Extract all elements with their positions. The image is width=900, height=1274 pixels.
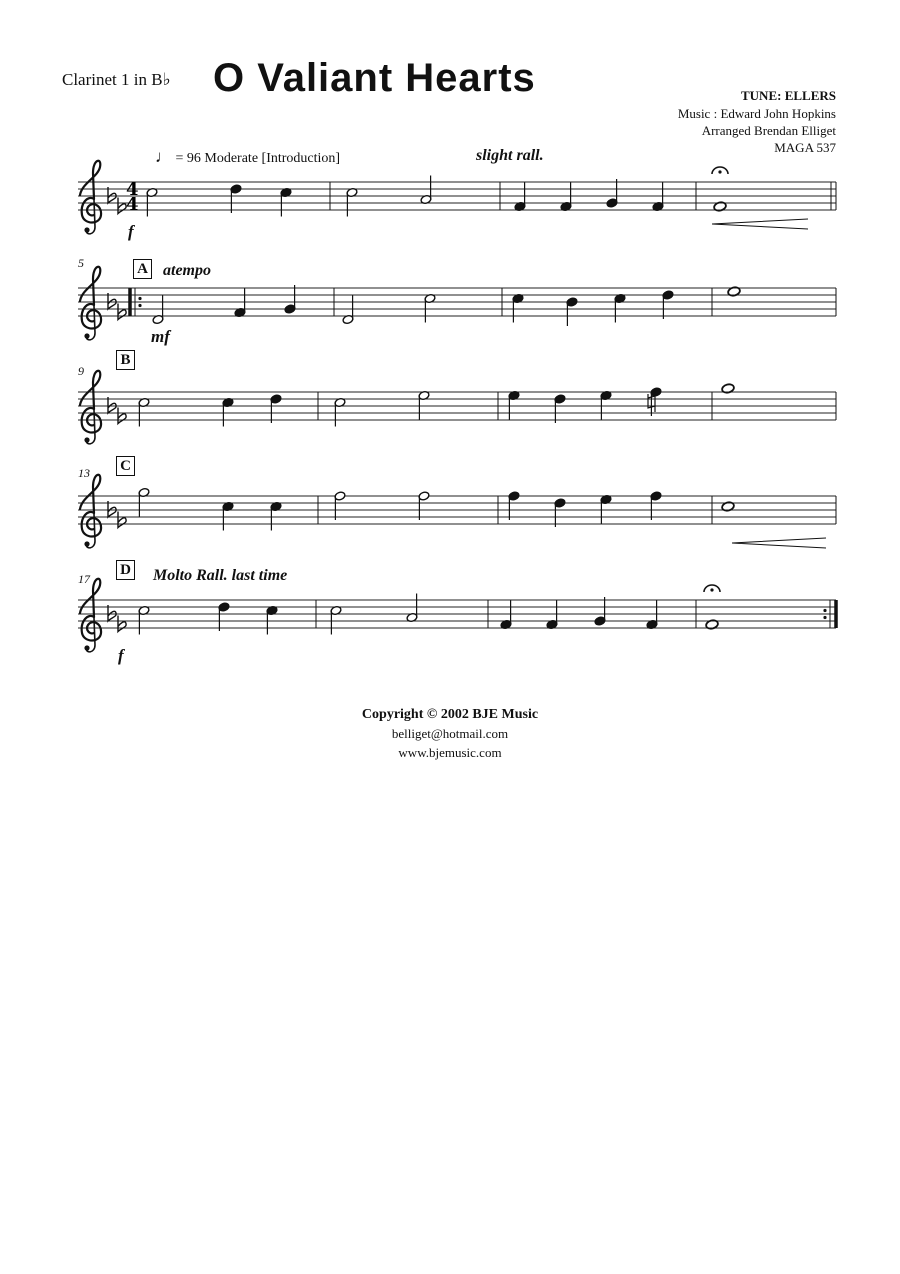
quarter-note-icon: ♩ (155, 147, 172, 166)
instrument-name: Clarinet 1 in B♭ (62, 70, 171, 89)
treble-clef-icon (80, 161, 101, 234)
copyright-text: Copyright © 2002 BJE Music (361, 707, 539, 722)
measure-number-9: 9 (78, 364, 84, 378)
treble-clef-icon (80, 579, 101, 652)
tempo-text: = 96 Moderate [Introduction] (175, 151, 341, 166)
repeat-dot (823, 616, 826, 619)
treble-clef-icon (80, 371, 101, 444)
website-link[interactable]: www.bjemusic.com (398, 745, 502, 760)
flat-icon (118, 408, 126, 424)
flat-icon (118, 304, 126, 320)
flat-icon (118, 198, 126, 214)
rehearsal-mark-a: A (133, 259, 152, 279)
dynamic-forte: f (128, 222, 134, 241)
repeat-dot (138, 304, 141, 307)
dynamic-mezzo-forte: mf (151, 327, 170, 346)
decrescendo-hairpin (712, 219, 808, 229)
staff-4 (78, 475, 836, 548)
treble-clef-icon (80, 475, 101, 548)
email-text: belliget@hotmail.com (391, 726, 509, 741)
measure-number-13: 13 (78, 466, 90, 480)
flat-icon (118, 512, 126, 528)
staff-3 (78, 371, 836, 444)
footer (0, 705, 900, 762)
atempo-marking: atempo (163, 262, 211, 279)
repeat-dot (138, 297, 141, 300)
treble-clef-icon (80, 267, 101, 340)
molto-rall-marking: Molto Rall. last time (153, 567, 288, 584)
crescendo-hairpin (732, 538, 826, 548)
staff-2 (78, 267, 836, 340)
rehearsal-mark-d: D (116, 560, 135, 580)
fermata-dot (710, 588, 713, 591)
fermata-dot (718, 170, 721, 173)
composer-credit: Music : Edward John Hopkins (677, 106, 836, 121)
time-signature-bottom: 4 (126, 194, 139, 215)
staff-5 (78, 579, 836, 652)
page-title: O Valiant Hearts (213, 56, 536, 100)
measure-number-17: 17 (78, 572, 90, 586)
arranger-credit: Arranged Brendan Elliget (701, 123, 836, 138)
time-signature-top: 4 (126, 179, 139, 200)
slight-rall-marking: slight rall. (476, 147, 544, 164)
tune-name: TUNE: ELLERS (741, 88, 836, 103)
dynamic-forte-2: f (118, 646, 124, 665)
catalog-number: MAGA 537 (774, 140, 836, 155)
staff-1 (78, 161, 836, 234)
repeat-dot (823, 609, 826, 612)
flat-icon (118, 616, 126, 632)
rehearsal-mark-c: C (116, 456, 135, 476)
rehearsal-mark-b: B (116, 350, 135, 370)
measure-number-5: 5 (78, 256, 84, 270)
